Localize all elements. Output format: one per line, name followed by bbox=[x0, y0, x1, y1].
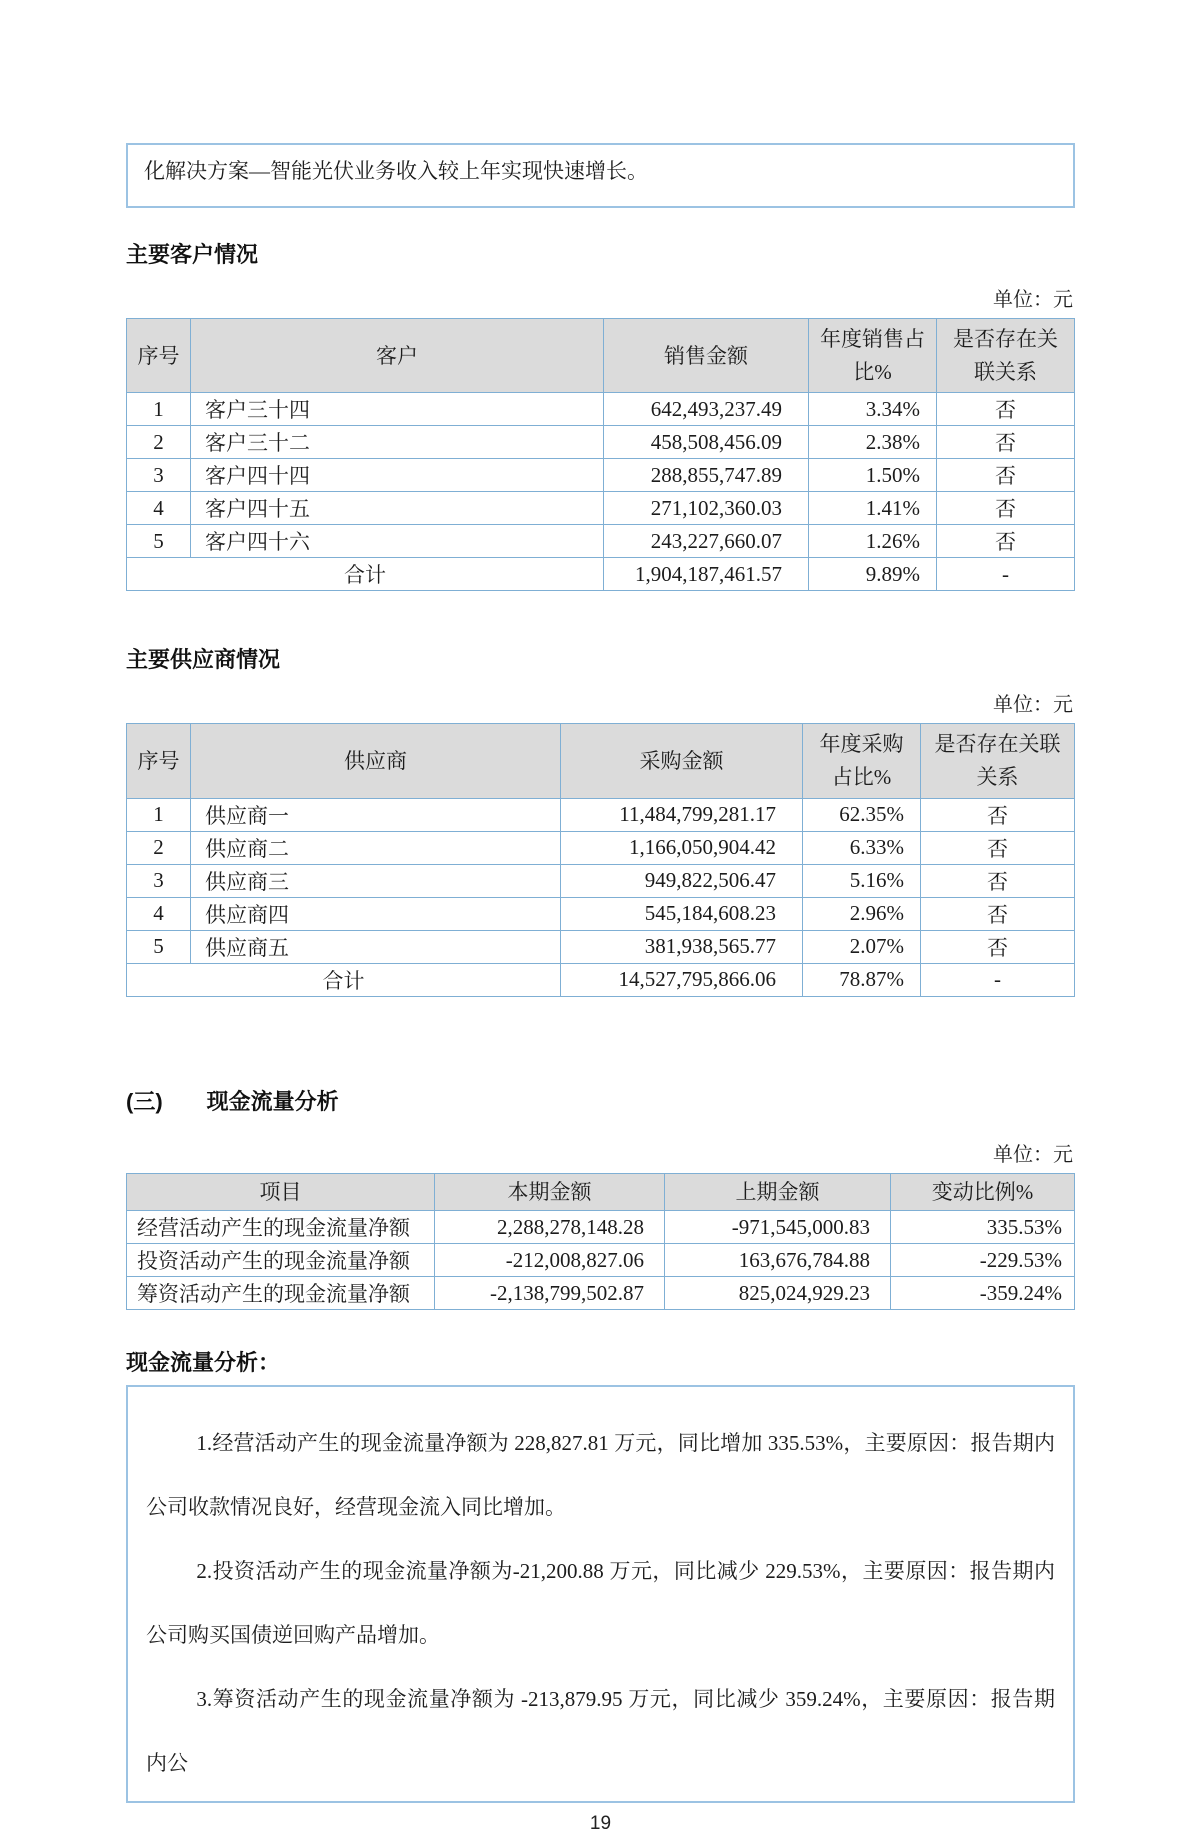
cell-related: 否 bbox=[921, 930, 1075, 963]
table-total-row bbox=[127, 963, 1075, 996]
cell-total-amount: 14,527,795,866.06 bbox=[561, 963, 803, 996]
cell-supplier-name: 供应商五 bbox=[191, 930, 561, 963]
cashflow-table-header bbox=[127, 1173, 1075, 1210]
table-header-row bbox=[127, 319, 1075, 393]
section-title: 现金流量分析 bbox=[206, 1088, 339, 1114]
cell-change-ratio: -229.53% bbox=[891, 1244, 1075, 1277]
suppliers-table-header bbox=[127, 724, 1075, 798]
table-row bbox=[127, 426, 1075, 459]
cell-row-no: 4 bbox=[127, 492, 191, 525]
cell-row-no: 2 bbox=[127, 831, 191, 864]
cell-sales-amount: 642,493,237.49 bbox=[604, 393, 809, 426]
cell-purchase-ratio: 2.07% bbox=[803, 930, 921, 963]
table-row bbox=[127, 831, 1075, 864]
cell-related: 否 bbox=[937, 459, 1075, 492]
cell-current-amount: 2,288,278,148.28 bbox=[435, 1211, 665, 1244]
cell-total-related: - bbox=[937, 558, 1075, 591]
cell-change-ratio: -359.24% bbox=[891, 1277, 1075, 1310]
table-row bbox=[127, 798, 1075, 831]
analysis-text-box bbox=[126, 1385, 1075, 1803]
col-header-no: 序号 bbox=[127, 724, 191, 798]
cell-total-label: 合计 bbox=[127, 963, 561, 996]
col-header-related: 是否存在关联关系 bbox=[921, 724, 1075, 798]
cell-sales-ratio: 2.38% bbox=[809, 426, 937, 459]
cashflow-table bbox=[126, 1173, 1075, 1310]
page-number: 19 bbox=[589, 1813, 612, 1835]
suppliers-table bbox=[126, 723, 1075, 996]
cell-previous-amount: 163,676,784.88 bbox=[665, 1244, 891, 1277]
analysis-paragraph: 2.投资活动产生的现金流量净额为-21,200.88 万元，同比减少 229.53%，主要原因：报告期内公司购买国债逆回购产品增加。 bbox=[146, 1559, 1055, 1648]
cell-change-ratio: 335.53% bbox=[891, 1211, 1075, 1244]
table-row bbox=[127, 930, 1075, 963]
col-header-purchase-ratio: 年度采购占比% bbox=[803, 724, 921, 798]
suppliers-section-heading: 主要供应商情况 bbox=[126, 647, 281, 673]
col-header-purchase-amount: 采购金额 bbox=[561, 724, 803, 798]
cashflow-section-heading bbox=[126, 1085, 1075, 1116]
cell-related: 否 bbox=[937, 393, 1075, 426]
table-row bbox=[127, 459, 1075, 492]
table-row bbox=[127, 897, 1075, 930]
cell-item: 经营活动产生的现金流量净额 bbox=[127, 1211, 435, 1244]
cell-related: 否 bbox=[937, 426, 1075, 459]
cell-sales-amount: 288,855,747.89 bbox=[604, 459, 809, 492]
cell-row-no: 2 bbox=[127, 426, 191, 459]
cell-row-no: 5 bbox=[127, 525, 191, 558]
cell-row-no: 4 bbox=[127, 897, 191, 930]
table-header-row bbox=[127, 1173, 1075, 1210]
cell-row-no: 5 bbox=[127, 930, 191, 963]
table-row bbox=[127, 1211, 1075, 1244]
cell-supplier-name: 供应商二 bbox=[191, 831, 561, 864]
cell-customer-name: 客户四十五 bbox=[191, 492, 604, 525]
cell-purchase-ratio: 6.33% bbox=[803, 831, 921, 864]
col-header-item: 项目 bbox=[127, 1173, 435, 1210]
col-header-no: 序号 bbox=[127, 319, 191, 393]
cell-related: 否 bbox=[937, 492, 1075, 525]
cell-row-no: 1 bbox=[127, 798, 191, 831]
cell-sales-ratio: 1.50% bbox=[809, 459, 937, 492]
analysis-paragraph: 3.筹资活动产生的现金流量净额为 -213,879.95 万元，同比减少 359.24%，主要原因：报告期内公 bbox=[146, 1687, 1055, 1776]
table-row bbox=[127, 393, 1075, 426]
col-header-current-amount: 本期金额 bbox=[435, 1173, 665, 1210]
col-header-previous-amount: 上期金额 bbox=[665, 1173, 891, 1210]
cell-sales-amount: 458,508,456.09 bbox=[604, 426, 809, 459]
cell-customer-name: 客户四十六 bbox=[191, 525, 604, 558]
cell-purchase-ratio: 5.16% bbox=[803, 864, 921, 897]
table-row bbox=[127, 492, 1075, 525]
intro-text: 化解决方案—智能光伏业务收入较上年实现快速增长。 bbox=[144, 159, 648, 183]
cell-related: 否 bbox=[937, 525, 1075, 558]
cell-sales-ratio: 3.34% bbox=[809, 393, 937, 426]
cell-row-no: 3 bbox=[127, 864, 191, 897]
section-number: (三) bbox=[126, 1088, 163, 1114]
table-total-row bbox=[127, 558, 1075, 591]
col-header-customer: 客户 bbox=[191, 319, 604, 393]
customers-table-header bbox=[127, 319, 1075, 393]
cell-sales-amount: 243,227,660.07 bbox=[604, 525, 809, 558]
cell-total-ratio: 9.89% bbox=[809, 558, 937, 591]
cell-customer-name: 客户三十四 bbox=[191, 393, 604, 426]
cell-item: 投资活动产生的现金流量净额 bbox=[127, 1244, 435, 1277]
cell-purchase-amount: 1,166,050,904.42 bbox=[561, 831, 803, 864]
page-content bbox=[126, 0, 1075, 1835]
col-header-related: 是否存在关联关系 bbox=[937, 319, 1075, 393]
table-row bbox=[127, 525, 1075, 558]
cell-sales-ratio: 1.26% bbox=[809, 525, 937, 558]
table-row bbox=[127, 864, 1075, 897]
col-header-sales-amount: 销售金额 bbox=[604, 319, 809, 393]
customers-unit-label: 单位：元 bbox=[993, 289, 1073, 312]
cell-related: 否 bbox=[921, 897, 1075, 930]
cell-supplier-name: 供应商一 bbox=[191, 798, 561, 831]
col-header-change-ratio: 变动比例% bbox=[891, 1173, 1075, 1210]
cell-purchase-ratio: 62.35% bbox=[803, 798, 921, 831]
cell-total-label: 合计 bbox=[127, 558, 604, 591]
customers-section-heading: 主要客户情况 bbox=[126, 242, 259, 268]
cell-purchase-amount: 545,184,608.23 bbox=[561, 897, 803, 930]
cell-supplier-name: 供应商三 bbox=[191, 864, 561, 897]
cell-item: 筹资活动产生的现金流量净额 bbox=[127, 1277, 435, 1310]
table-row bbox=[127, 1277, 1075, 1310]
col-header-supplier: 供应商 bbox=[191, 724, 561, 798]
cell-total-related: - bbox=[921, 963, 1075, 996]
col-header-sales-ratio: 年度销售占比% bbox=[809, 319, 937, 393]
cashflow-unit-label: 单位：元 bbox=[993, 1143, 1073, 1166]
cell-total-ratio: 78.87% bbox=[803, 963, 921, 996]
intro-text-box bbox=[126, 143, 1075, 208]
cell-supplier-name: 供应商四 bbox=[191, 897, 561, 930]
cell-sales-ratio: 1.41% bbox=[809, 492, 937, 525]
suppliers-unit-label: 单位：元 bbox=[993, 694, 1073, 717]
cell-total-amount: 1,904,187,461.57 bbox=[604, 558, 809, 591]
customers-table bbox=[126, 318, 1075, 591]
cell-current-amount: -2,138,799,502.87 bbox=[435, 1277, 665, 1310]
cell-related: 否 bbox=[921, 798, 1075, 831]
table-row bbox=[127, 1244, 1075, 1277]
analysis-paragraph: 1.经营活动产生的现金流量净额为 228,827.81 万元，同比增加 335.53%，主要原因：报告期内公司收款情况良好，经营现金流入同比增加。 bbox=[146, 1431, 1055, 1520]
cell-previous-amount: -971,545,000.83 bbox=[665, 1211, 891, 1244]
cell-row-no: 1 bbox=[127, 393, 191, 426]
cell-related: 否 bbox=[921, 831, 1075, 864]
cell-related: 否 bbox=[921, 864, 1075, 897]
cell-current-amount: -212,008,827.06 bbox=[435, 1244, 665, 1277]
cell-purchase-amount: 381,938,565.77 bbox=[561, 930, 803, 963]
table-header-row bbox=[127, 724, 1075, 798]
cell-sales-amount: 271,102,360.03 bbox=[604, 492, 809, 525]
cell-customer-name: 客户四十四 bbox=[191, 459, 604, 492]
cell-customer-name: 客户三十二 bbox=[191, 426, 604, 459]
cell-purchase-amount: 949,822,506.47 bbox=[561, 864, 803, 897]
analysis-heading: 现金流量分析： bbox=[126, 1350, 281, 1376]
cell-purchase-ratio: 2.96% bbox=[803, 897, 921, 930]
cell-previous-amount: 825,024,929.23 bbox=[665, 1277, 891, 1310]
cell-row-no: 3 bbox=[127, 459, 191, 492]
cell-purchase-amount: 11,484,799,281.17 bbox=[561, 798, 803, 831]
